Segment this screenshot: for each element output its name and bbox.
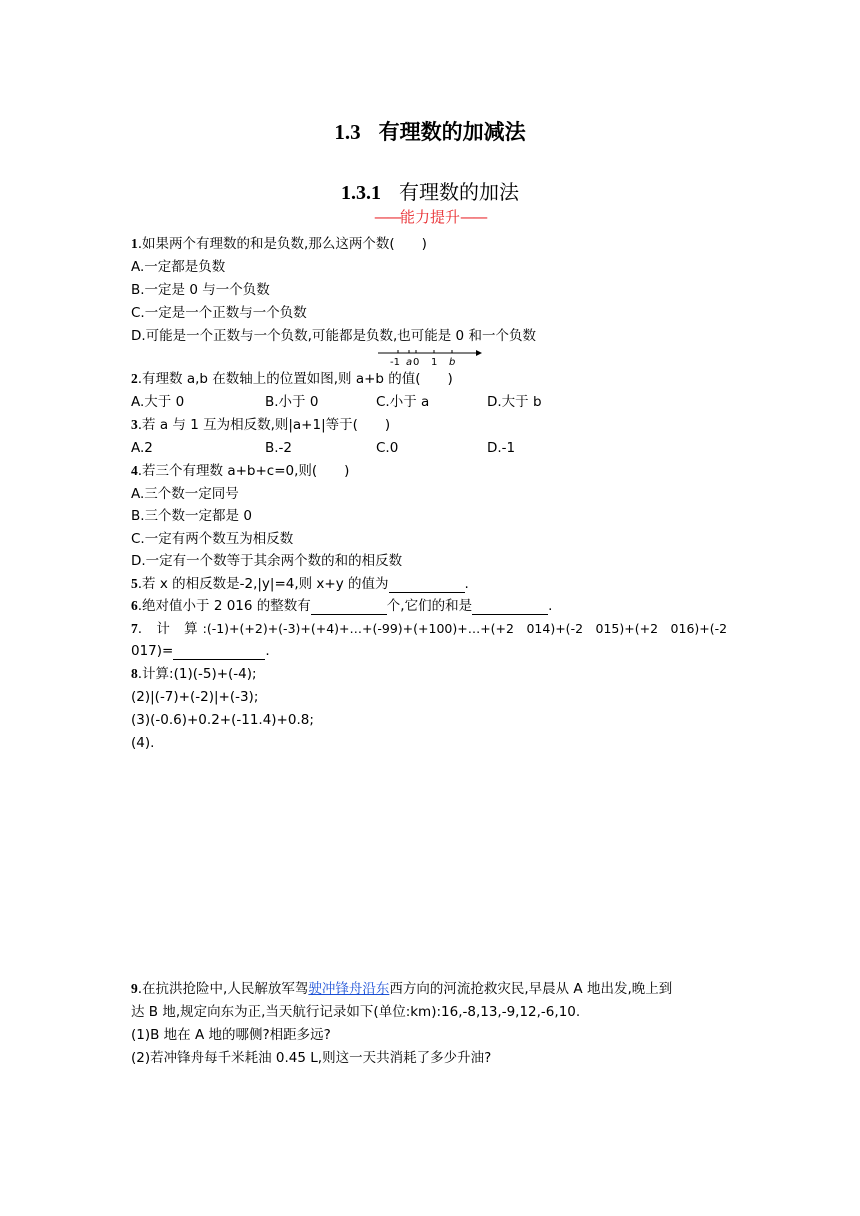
q9-line3: (1)B 地在 A 地的哪侧?相距多远? — [131, 1027, 331, 1043]
q2-text: .有理数 a,b 在数轴上的位置如图,则 a+b 的值( ) — [137, 371, 453, 387]
subsection-number: 1.3.1 — [341, 182, 381, 204]
label-1: 1 — [431, 357, 438, 367]
q2-option-c: C.小于 a — [376, 394, 430, 410]
q4-option-c: C.一定有两个数互为相反数 — [131, 531, 294, 547]
q1-option-b: B.一定是 0 与一个负数 — [131, 282, 270, 298]
q7-word: . 计 算 — [137, 621, 203, 637]
q2-option-d: D.大于 b — [487, 394, 542, 410]
q3-option-b: B.-2 — [265, 440, 293, 456]
q8-number: 8 — [131, 666, 138, 681]
q8-line4: (4). — [131, 735, 155, 751]
label-a: a — [406, 357, 413, 367]
q9-line2: 达 B 地,规定向东为正,当天航行记录如下(单位:km):16,-8,13,-9,12,-6,10. — [131, 1004, 581, 1020]
q6-text: .绝对值小于 2 016 的整数有 — [137, 598, 311, 614]
label-b: b — [449, 357, 456, 367]
q7-number: 7 — [131, 621, 138, 636]
q4-number: 4 — [131, 463, 138, 478]
q9-number: 9 — [131, 981, 138, 996]
q9-text-post: 西方向的河流抢救灾民,早晨从 A 地出发,晚上到 — [389, 981, 673, 997]
q7-line2 — [131, 642, 270, 660]
q2-stem — [131, 370, 453, 388]
q7-line2-text: 017)= — [131, 643, 174, 659]
label-0: 0 — [413, 357, 420, 367]
q7-answer-blank[interactable] — [173, 645, 265, 660]
q7-stem — [131, 620, 727, 638]
q4-option-d: D.一定有一个数等于其余两个数的和的相反数 — [131, 553, 403, 569]
q6-answer-blank-2[interactable] — [472, 600, 548, 615]
q8-line3: (3)(-0.6)+0.2+(-11.4)+0.8; — [131, 712, 314, 728]
q1-stem — [131, 235, 427, 253]
q5-end: . — [464, 576, 469, 592]
q8-line1-text: .计算:(1)(-5)+(-4); — [137, 666, 257, 682]
q9-line4: (2)若冲锋舟每千米耗油 0.45 L,则这一天共消耗了多少升油? — [131, 1050, 492, 1066]
label-neg1: -1 — [390, 357, 400, 367]
q4-option-b: B.三个数一定都是 0 — [131, 508, 252, 524]
number-line-figure — [376, 345, 486, 367]
q7-end: . — [265, 643, 270, 659]
q1-option-d: D.可能是一个正数与一个负数,可能都是负数,也可能是 0 和一个负数 — [131, 328, 536, 344]
section-name: 有理数的加减法 — [378, 120, 526, 144]
q6-end: . — [548, 598, 553, 614]
q2-number: 2 — [131, 371, 138, 386]
q5-answer-blank[interactable] — [389, 578, 465, 593]
q1-option-a: A.一定都是负数 — [131, 259, 226, 275]
q9-line1 — [131, 980, 672, 998]
q4-stem — [131, 462, 349, 480]
q3-text: .若 a 与 1 互为相反数,则|a+1|等于( ) — [137, 417, 391, 433]
subsection-title — [0, 176, 860, 205]
q6-number: 6 — [131, 598, 138, 613]
q9-text-pre: .在抗洪抢险中,人民解放军驾 — [137, 981, 309, 997]
q4-option-a: A.三个数一定同号 — [131, 486, 239, 502]
banner-dash-left: —— — [373, 208, 400, 226]
q3-option-c: C.0 — [376, 440, 399, 456]
number-line-arrow — [476, 350, 482, 356]
banner-dash-right: —— — [460, 208, 486, 226]
q5-number: 5 — [131, 576, 138, 591]
section-number: 1.3 — [334, 120, 361, 144]
q8-line1 — [131, 665, 257, 683]
q3-number: 3 — [131, 417, 138, 432]
q6-stem — [131, 597, 552, 615]
q3-option-a: A.2 — [131, 440, 153, 456]
q8-line2: (2)|(-7)+(-2)|+(-3); — [131, 689, 259, 705]
ability-banner — [0, 206, 860, 227]
q6-answer-blank-1[interactable] — [311, 600, 387, 615]
q4-text: .若三个有理数 a+b+c=0,则( ) — [137, 463, 350, 479]
q7-expression: :(-1)+(+2)+(-3)+(+4)+…+(-99)+(+100)+…+(+2 014)+(-2 015)+(+2 016)+(-2 — [202, 621, 728, 636]
q9-link[interactable]: 驶冲锋舟沿东 — [308, 981, 390, 997]
subsection-name: 有理数的加法 — [399, 180, 519, 204]
q1-number: 1 — [131, 236, 138, 251]
q6-mid: 个,它们的和是 — [386, 598, 473, 614]
q2-option-a: A.大于 0 — [131, 394, 185, 410]
q2-option-b: B.小于 0 — [265, 394, 319, 410]
section-title — [0, 116, 860, 146]
q3-option-d: D.-1 — [487, 440, 516, 456]
banner-text: 能力提升 — [399, 208, 460, 226]
q1-option-c: C.一定是一个正数与一个负数 — [131, 305, 307, 321]
q1-text: .如果两个有理数的和是负数,那么这两个数( ) — [137, 236, 427, 252]
q5-stem — [131, 575, 469, 593]
q5-text: .若 x 的相反数是-2,|y|=4,则 x+y 的值为 — [137, 576, 389, 592]
q3-stem — [131, 416, 390, 434]
